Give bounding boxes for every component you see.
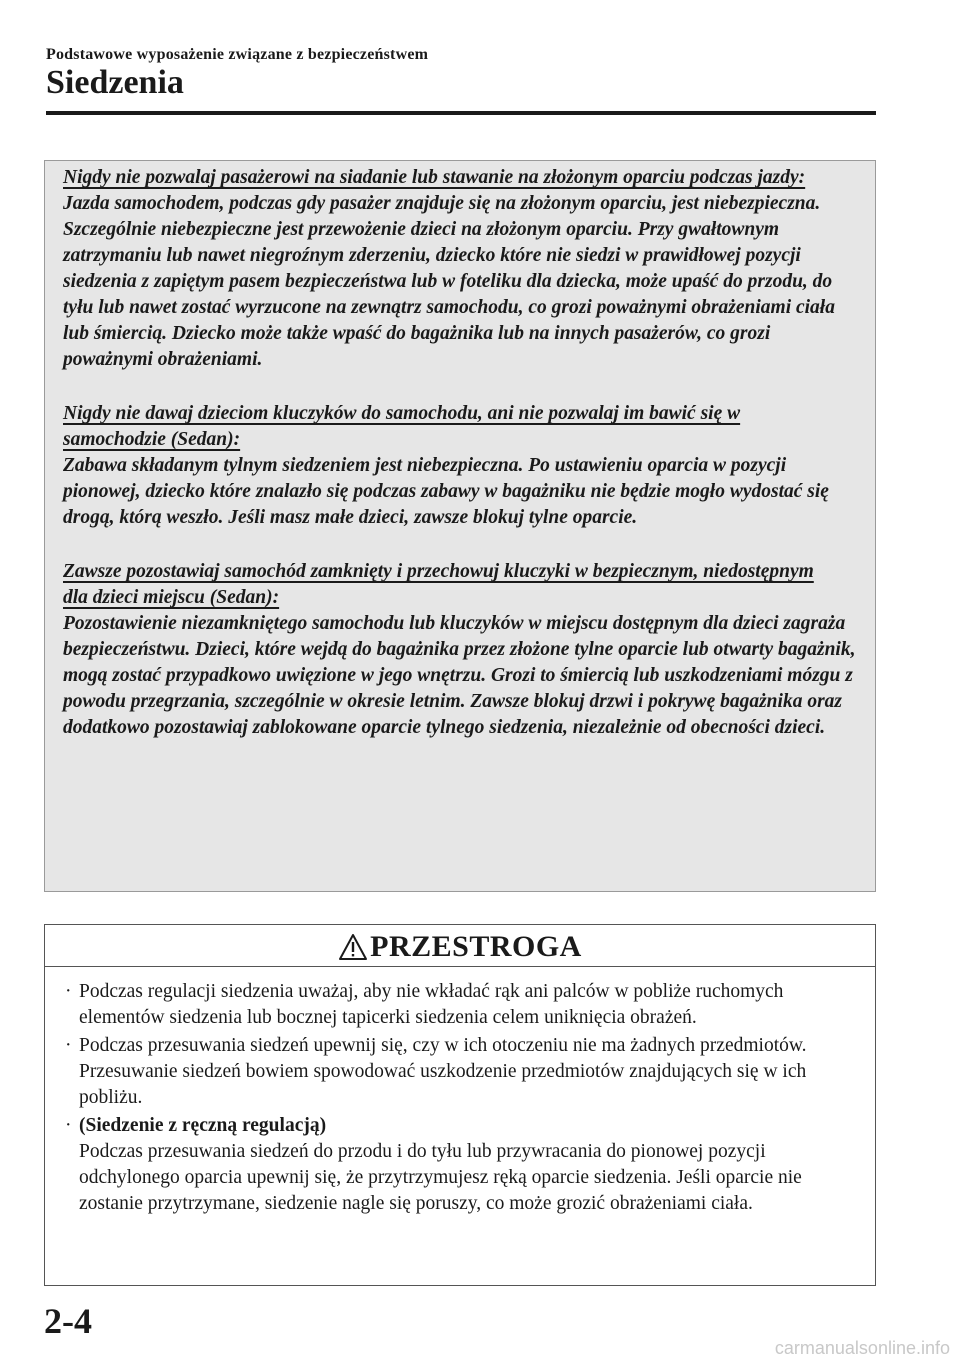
warning-block — [63, 401, 875, 531]
caution-item-text: Podczas regulacji siedzenia uważaj, aby nie wkładać rąk ani palców w pobliże ruchomych elementów siedzenia lub bocznej tapicerki siedzenia celem uniknięcia obrażeń. — [79, 981, 784, 1028]
caution-list — [45, 967, 875, 1217]
warning-heading: Nigdy nie pozwalaj pasażerowi na siadanie lub stawanie na złożonym oparciu podczas jazdy: — [63, 167, 806, 188]
warning-body: Jazda samochodem, podczas gdy pasażer znajduje się na złożonym oparciu, jest niebezpieczna. Szczególnie niebezpieczne jest przewożenie dzieci na złożonym oparciu. Przy gwałtownym zatrzymaniu lub nawet niegroźnym zderzeniu, dziecko które nie siedzi w prawidłowej pozycji siedzenia z zapiętym pasem bezpieczeństwa lub w foteliku dla dziecka, może upaść do przodu, do tyłu lub nawet zostać wyrzucone na zewnątrz samochodu, co grozi poważnymi obrażeniami ciała lub śmiercią. Dziecko może także wpaść do bagażnika lub na innych pasażerów, co grozi poważnymi obrażeniami. — [63, 193, 835, 370]
caution-item-label: (Siedzenie z ręczną regulacją) — [79, 1115, 327, 1136]
warning-block — [63, 165, 875, 373]
bullet: · — [65, 981, 72, 1002]
caution-item-text: Podczas przesuwania siedzeń upewnij się, czy w ich otoczeniu nie ma żadnych przedmiotów. Przesuwanie siedzeń bowiem spowodować uszkodzenie przedmiotów znajdujących się w ich pobliżu. — [79, 1035, 807, 1108]
warning-block — [63, 559, 875, 741]
title-rule — [46, 111, 876, 115]
caution-item — [65, 1113, 855, 1217]
warning-body: Pozostawienie niezamkniętego samochodu lub kluczyków w miejscu dostępnym dla dzieci zagraża bezpieczeństwu. Dzieci, które wejdą do bagażnika przez złożone tylne oparcie lub otwarty bagażnik, mogą zostać przypadkowo uwięzione w jego wnętrzu. Grozi to śmiercią lub uszkodzeniami mózgu z powodu przegrzania, szczególnie w okresie letnim. Zawsze blokuj drzwi i pokrywę bagażnika oraz dodatkowo pozostawiaj zablokowane oparcie tylnego siedzenia, niezależnie od obecności dzieci. — [63, 613, 856, 738]
caution-title: PRZESTROGA — [370, 929, 582, 963]
section-header: Podstawowe wyposażenie związane z bezpieczeństwem — [46, 46, 429, 63]
warning-heading: Zawsze pozostawiaj samochód zamknięty i przechowuj kluczyki w bezpiecznym, niedostępnym dla dzieci miejscu (Sedan): — [63, 561, 814, 608]
caution-item — [65, 1033, 855, 1111]
warning-triangle-icon — [338, 933, 368, 961]
caution-item — [65, 979, 855, 1031]
watermark: carmanualsonline.info — [774, 1338, 950, 1358]
page-title: Siedzenia — [46, 64, 184, 101]
caution-header — [45, 925, 875, 967]
caution-item-text: Podczas przesuwania siedzeń do przodu i do tyłu lub przywracania do pionowej pozycji odchylonego oparcia upewnij się, że przytrzymujesz ręką oparcie siedzenia. Jeśli oparcie nie zostanie przytrzymane, siedzenie nagle się poruszy, co może grozić obrażeniami ciała. — [79, 1141, 802, 1214]
bullet: · — [65, 1035, 72, 1056]
caution-box — [44, 924, 876, 1286]
bullet: · — [65, 1115, 72, 1136]
warning-box — [44, 160, 876, 892]
warning-heading: Nigdy nie dawaj dzieciom kluczyków do samochodu, ani nie pozwalaj im bawić się w samochodzie (Sedan): — [63, 403, 741, 450]
page-number: 2-4 — [44, 1301, 92, 1341]
warning-body: Zabawa składanym tylnym siedzeniem jest niebezpieczna. Po ustawieniu oparcia w pozycji pionowej, dziecko które znalazło się podczas zabawy w bagażniku nie będzie mogło wydostać się drogą, którą weszło. Jeśli masz małe dzieci, zawsze blokuj tylne oparcie. — [63, 455, 829, 528]
